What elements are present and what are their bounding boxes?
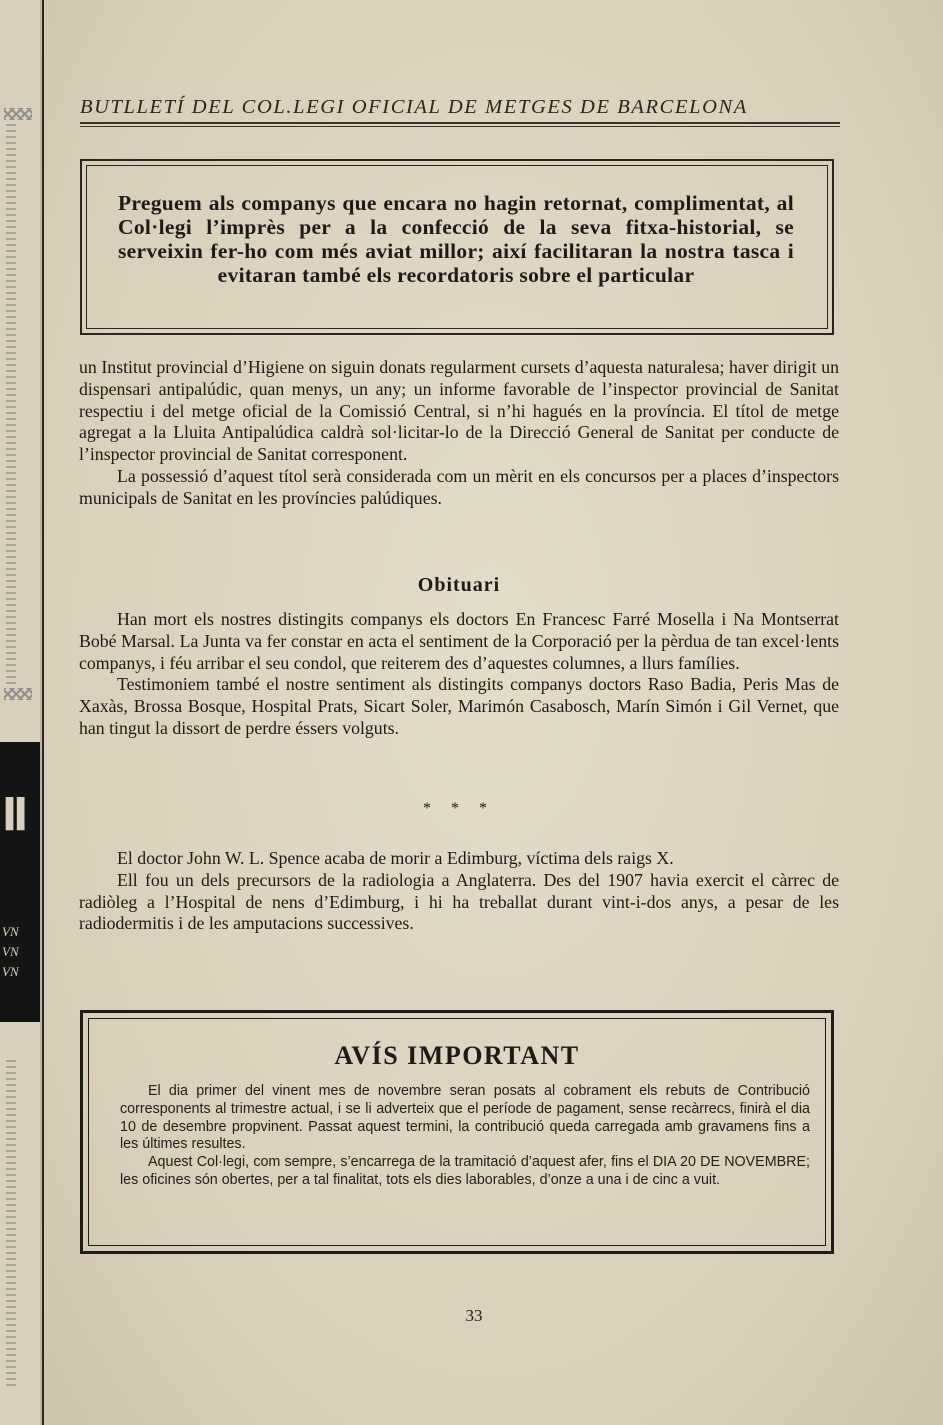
section-separator: * * * bbox=[423, 800, 495, 817]
ornament-border bbox=[6, 1060, 16, 1390]
left-page-fragment-word: VN bbox=[2, 964, 19, 979]
important-notice-paragraph: Aquest Col·legi, com sempre, s’encarrega de la tramitació d’aquest afer, fins el DIA 20 DE NOVEMBRE; les oficines són obertes, per a tal finalitat, tots els dies laborables, d’onze a una i de cinc a vuit. bbox=[120, 1154, 810, 1188]
obituary-paragraph: Han mort els nostres distingits companys els doctors En Francesc Farré Mosella i Na Montserrat Bobé Marsal. La Junta va fer constar en acta el sentiment de la Corporació per la pèrdua de tan excel·lents companys, i féu arribar el seu condol, que reiterem des d’aquestes columnes, a llurs famílies. bbox=[79, 609, 839, 673]
important-notice-box bbox=[80, 1010, 834, 1254]
spence-obituary bbox=[79, 848, 839, 935]
notice-box bbox=[80, 159, 834, 335]
important-notice-title: AVÍS IMPORTANT bbox=[334, 1041, 580, 1070]
notice-text: Preguem als companys que encara no hagin retornat, complimentat, al Col·legi l’imprès per a la confecció de la seva fitxa-historial, se serveixin fer-ho com més aviat millor; així facilitaran la nostra tasca i evitaran també els recordatoris sobre el particular bbox=[118, 191, 794, 287]
left-page-dark-block bbox=[0, 742, 40, 1022]
obituary-section bbox=[79, 609, 839, 740]
left-page-edge bbox=[0, 0, 42, 1425]
page-number: 33 bbox=[465, 1306, 483, 1325]
article-paragraph: La possessió d’aquest títol serà considerada com un mèrit en els concursos per a places d’inspectors municipals de Sanitat en les províncies palúdiques. bbox=[79, 465, 839, 508]
important-notice-body bbox=[120, 1083, 810, 1190]
obituary-heading: Obituari bbox=[417, 574, 501, 596]
obituary-paragraph: El doctor John W. L. Spence acaba de morir a Edimburg, víctima dels raigs X. bbox=[117, 848, 674, 868]
left-page-fragment-mark: ll bbox=[2, 790, 25, 841]
left-page-fragment-word: VN bbox=[2, 944, 19, 959]
obituary-paragraph: Ell fou un dels precursors de la radiologia a Anglaterra. Des del 1907 havia exercit el càrrec de radiòleg a l’Hospital de nens d’Edimburg, i hi ha treballat durant vint-i-dos anys, a pesar de les radiodermitis i de les amputacions successives. bbox=[79, 869, 839, 934]
ornament-border bbox=[4, 108, 32, 120]
document-page bbox=[44, 0, 943, 1425]
important-notice-paragraph: El dia primer del vinent mes de novembre seran posats al cobrament els rebuts de Contribució corresponents al trimestre actual, i se li adverteix que el període de pagament, sense recàrrecs, finirà el dia 10 de desembre propvinent. Passat aquest termini, la contribució queda carregada amb gravamens fins a les últimes resultes. bbox=[120, 1083, 810, 1153]
ornament-border bbox=[4, 688, 32, 700]
article-continuation bbox=[79, 357, 839, 510]
header-rule bbox=[80, 122, 840, 127]
obituary-paragraph: Testimoniem també el nostre sentiment als distingits companys doctors Raso Badia, Peris Mas de Xaxàs, Brossa Bosque, Hospital Prats, Sicart Soler, Marimón Casabosch, Marín Simón i Gil Vernet, que han tingut la dissort de perdre éssers volguts. bbox=[79, 674, 839, 738]
ornament-border bbox=[6, 124, 16, 684]
left-page-fragment-word: VN bbox=[2, 924, 19, 939]
article-paragraph: un Institut provincial d’Higiene on siguin donats regularment cursets d’aquesta naturalesa; haver dirigit un dispensari antipalúdic, quan menys, un any; un informe favorable de l’inspector provincial de Sanitat respectiu i del metge oficial de la Comissió Central, si n’hi hagués en la província. El títol de metge agregat a la Lluita Antipalúdica caldrà sol·licitar-lo de la Direcció General de Sanitat per conducte de l’inspector provincial de Sanitat corresponent. bbox=[79, 357, 839, 465]
running-header: BUTLLETÍ DEL COL.LEGI OFICIAL DE METGES DE BARCELONA bbox=[80, 96, 748, 118]
